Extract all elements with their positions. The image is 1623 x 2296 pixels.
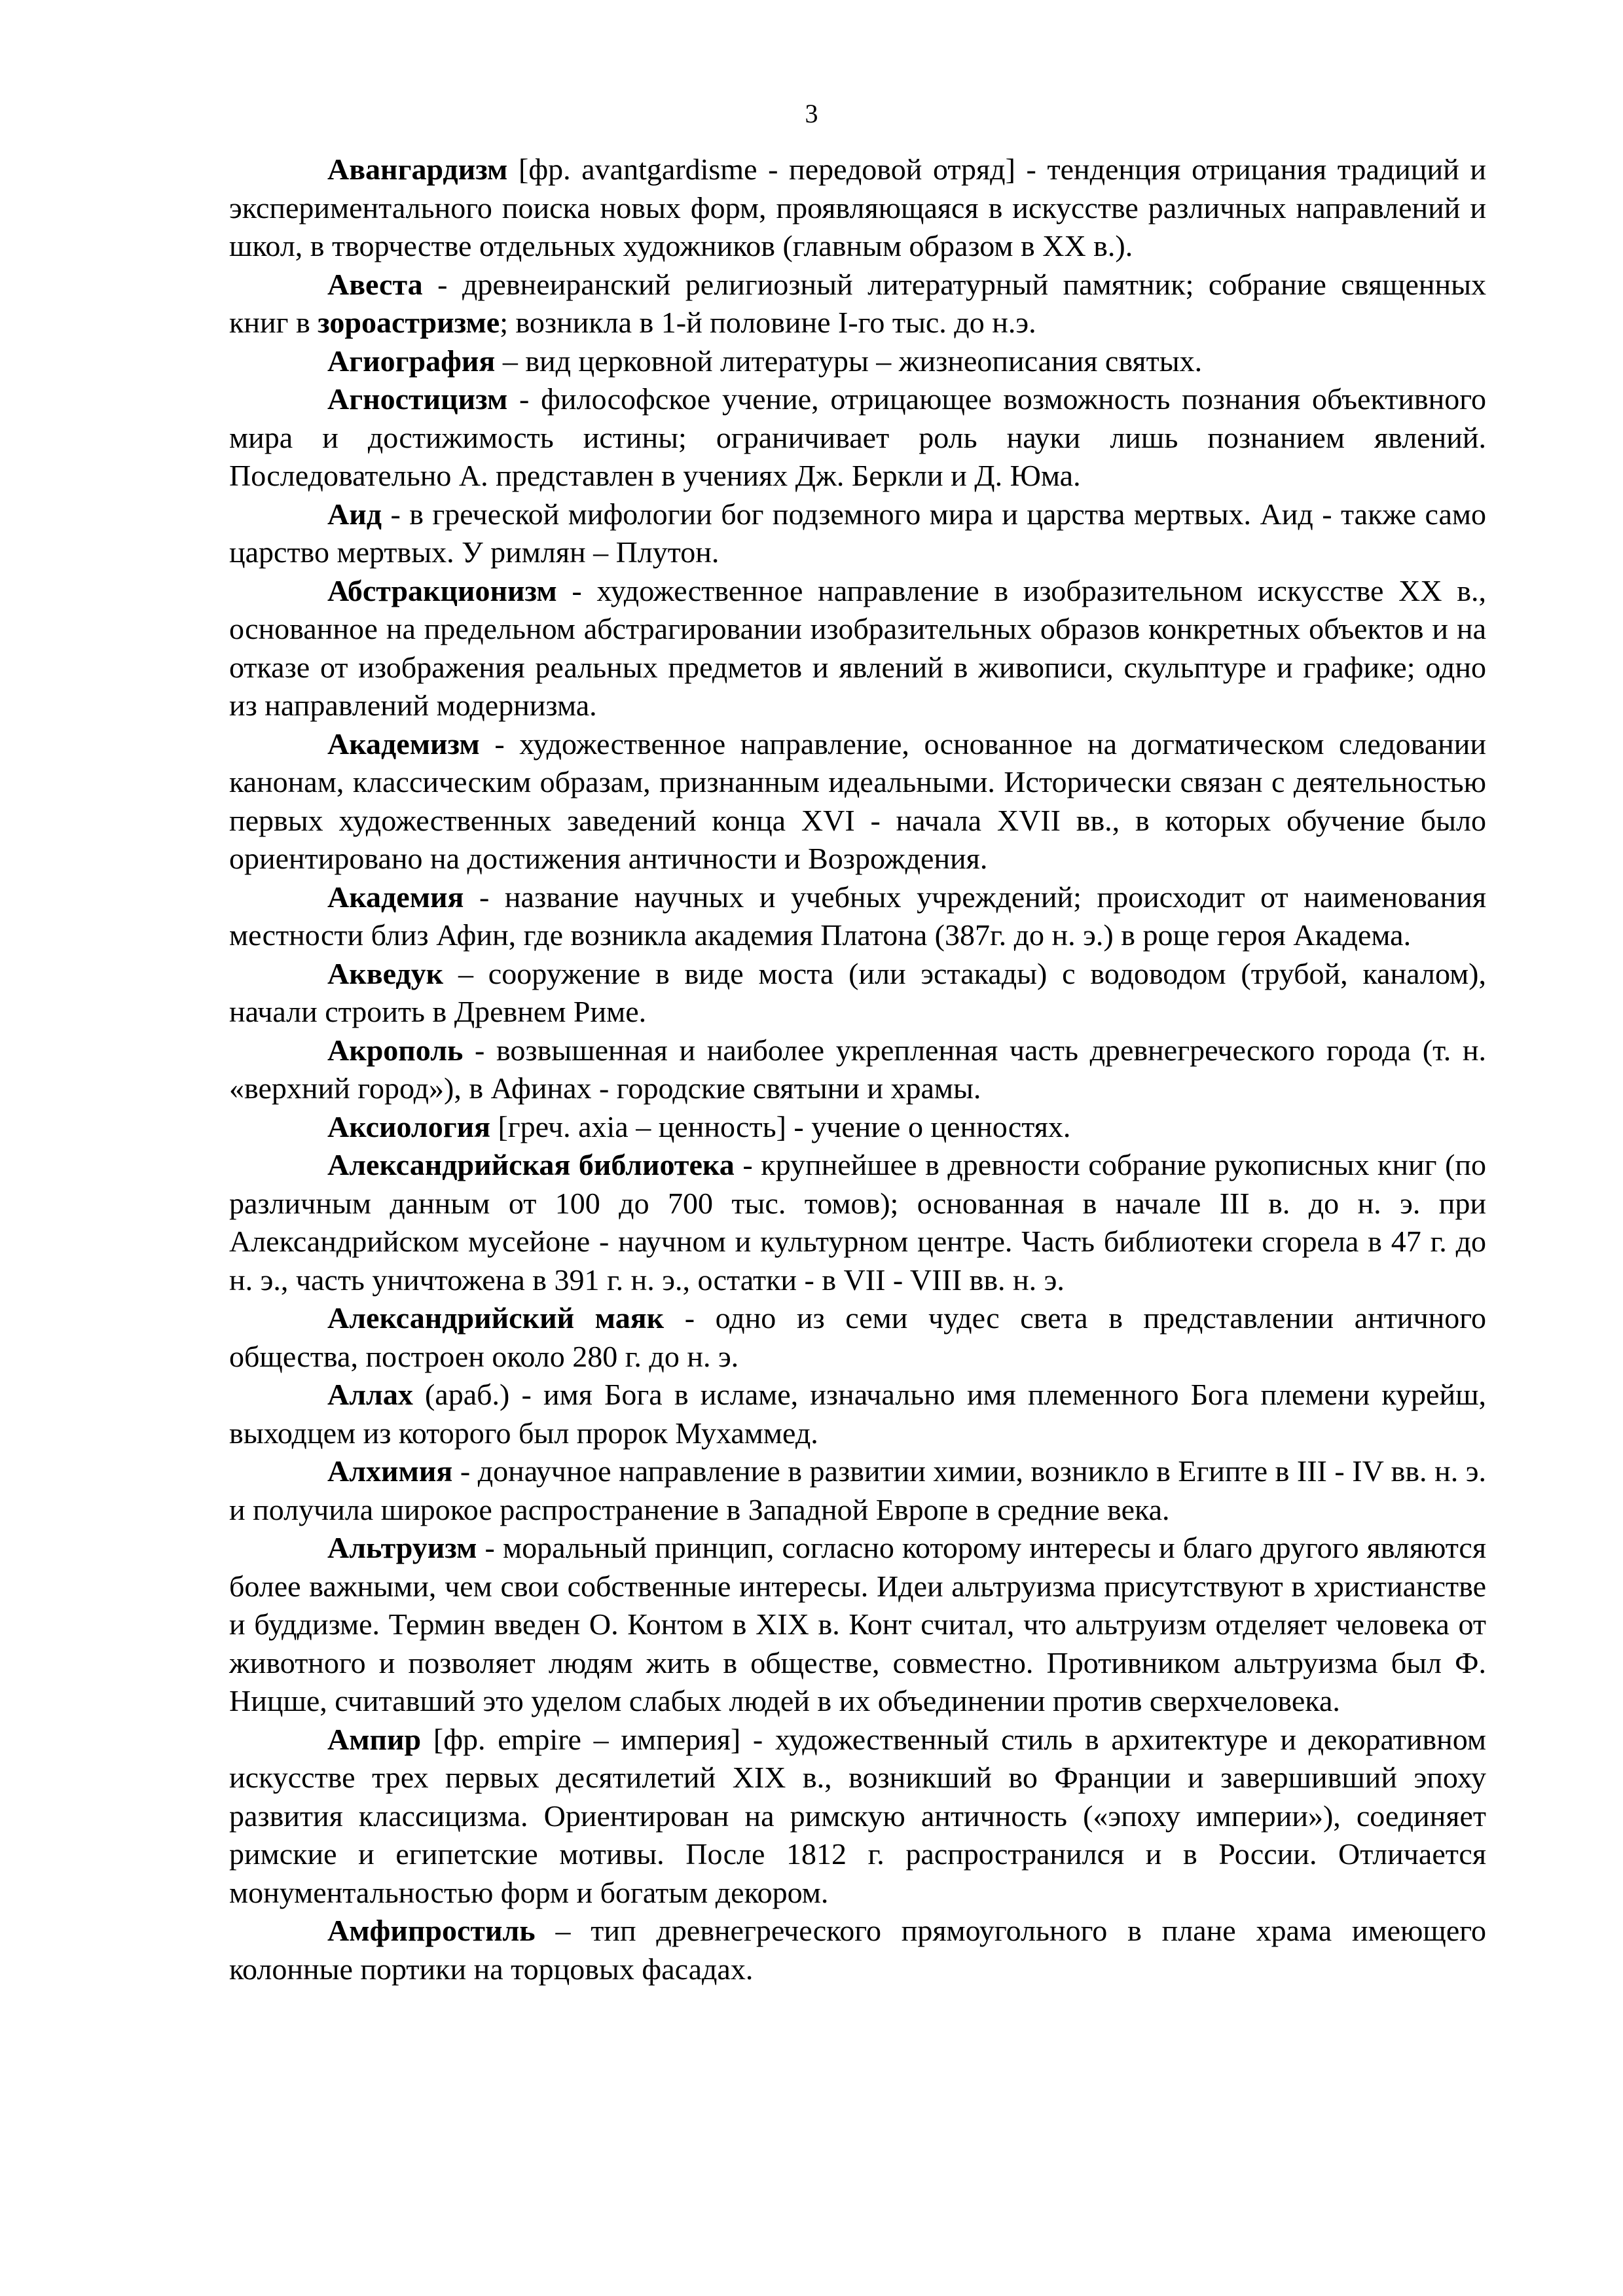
entry-cross-reference: зороастризме	[318, 306, 500, 339]
entry-term: Ампир	[327, 1722, 422, 1756]
glossary-entry	[229, 955, 1486, 1031]
entry-definition: [фр. avantgardisme - передовой отряд] - тенденция отрицания традиций и экспериментального поиска новых форм, проявляющаяся в искусстве различных направлений и школ, в творчестве отдельных художников (главным образом в XX в.).	[229, 152, 1486, 262]
glossary	[229, 151, 1486, 1988]
entry-term: Александрийский маяк	[327, 1301, 665, 1335]
entry-definition: - донаучное направление в развитии химии, возникло в Египте в III - IV вв. н. э. и получила широкое распространение в Западной Европе в средние века.	[229, 1454, 1486, 1526]
entry-definition: [греч. axia – ценность] - учение о ценностях.	[490, 1109, 1071, 1143]
glossary-entry	[229, 725, 1486, 878]
entry-definition: (араб.) - имя Бога в исламе, изначально имя племенного Бога племени курейш, выходцем из которого был пророк Мухаммед.	[229, 1378, 1486, 1450]
entry-term: Агностицизм	[327, 382, 508, 416]
entry-term: Альтруизм	[327, 1531, 477, 1564]
entry-definition: - название научных и учебных учреждений; происходит от наименования местности близ Афин, где возникла академия Платона (387г. до н. э.) в роще героя Академа.	[229, 880, 1486, 952]
entry-definition: – сооружение в виде моста (или эстакады) с водоводом (трубой, каналом), начали строить в Древнем Риме.	[229, 956, 1486, 1028]
entry-term: Александрийская библиотека	[327, 1148, 735, 1181]
entry-definition: - моральный принцип, согласно которому интересы и благо другого являются более важными, чем свои собственные интересы. Идеи альтруизма присутствуют в христианстве и буддизме. Термин введен О. Контом в XIX в. Конт считал, что альтруизм отделяет человека от животного и позволяет людям жить в обществе, совместно. Противником альтруизма был Ф. Ницше, считавший это уделом слабых людей в их объединении против сверхчеловека.	[229, 1531, 1486, 1717]
entry-term: Аид	[327, 497, 382, 531]
entry-definition: – вид церковной литературы – жизнеописания святых.	[495, 344, 1203, 378]
entry-definition: - одно из семи чудес света в представлении античного общества, построен около 280 г. до н. э.	[229, 1301, 1487, 1373]
entry-definition: - крупнейшее в древности собрание рукописных книг (по различным данным от 100 до 700 тыс. томов); основанная в начале III в. до н. э. при Александрийском мусейоне - научном и культурном центре. Часть библиотеки сгорела в 47 г. до н. э., часть уничтожена в 391 г. н. э., остатки - в VII - VIII вв. н. э.	[229, 1148, 1487, 1297]
entry-term: Аксиология	[327, 1109, 490, 1143]
glossary-entry	[229, 266, 1486, 342]
glossary-entry	[229, 1912, 1486, 1988]
glossary-entry	[229, 1108, 1486, 1147]
page-number: 3	[805, 99, 818, 128]
glossary-entry	[229, 342, 1486, 381]
entry-term: Академия	[327, 880, 464, 914]
glossary-entry	[229, 495, 1486, 572]
entry-term: Алхимия	[327, 1454, 453, 1488]
glossary-entry	[229, 1031, 1486, 1108]
glossary-entry	[229, 1146, 1486, 1299]
glossary-entry	[229, 1452, 1486, 1529]
entry-term: Академизм	[327, 726, 480, 761]
glossary-entry	[229, 151, 1486, 266]
glossary-entry	[229, 1529, 1486, 1721]
entry-definition: - в греческой мифологии бог подземного мира и царства мертвых. Аид - также само царство мертвых. У римлян – Плутон.	[229, 497, 1486, 569]
entry-term: Амфипростиль	[327, 1914, 536, 1947]
entry-term: Абстракционизм	[327, 573, 557, 607]
entry-term: Акрополь	[327, 1033, 464, 1067]
entry-definition: - возвышенная и наиболее укрепленная часть древнегреческого города (т. н. «верхний город»), в Афинах - городские святыни и храмы.	[229, 1033, 1486, 1105]
entry-term: Аллах	[327, 1378, 413, 1411]
entry-definition: - художественное направление, основанное на догматическом следовании канонам, классическим образам, признанным идеальными. Исторически связан с деятельностью первых художественных заведений конца XVI - начала XVII вв., в которых обучение было ориентировано на достижения античности и Возрождения.	[229, 726, 1486, 875]
entry-term: Акведук	[327, 956, 444, 990]
entry-term: Авангардизм	[327, 152, 508, 186]
glossary-entry	[229, 878, 1486, 955]
glossary-entry	[229, 1299, 1486, 1376]
glossary-entry	[229, 1376, 1486, 1452]
glossary-entry	[229, 572, 1486, 725]
glossary-entry	[229, 1721, 1486, 1912]
entry-definition: – тип древнегреческого прямоугольного в плане храма имеющего колонные портики на торцовых фасадах.	[229, 1914, 1486, 1986]
entry-definition: - философское учение, отрицающее возможность познания объективного мира и достижимость истины; ограничивает роль науки лишь познанием явлений. Последовательно А. представлен в учениях Дж. Беркли и Д. Юма.	[229, 382, 1486, 492]
entry-definition: - древнеиранский религиозный литературный памятник; собрание священных книг в	[229, 267, 1486, 339]
glossary-entry	[229, 380, 1486, 495]
entry-definition-tail: ; возникла в 1-й половине I-го тыс. до н.э.	[500, 306, 1036, 339]
entry-term: Агиография	[327, 344, 496, 378]
entry-definition: [фр. empire – империя] - художественный стиль в архитектуре и декоративном искусстве трех первых десятилетий XIX в., возникший во Франции и завершивший эпоху развития классицизма. Ориентирован на римскую античность («эпоху империи»), соединяет римские и египетские мотивы. После 1812 г. распространился и в России. Отличается монументальностью форм и богатым декором.	[229, 1722, 1486, 1909]
entry-definition: - художественное направление в изобразительном искусстве XX в., основанное на предельном абстрагировании изобразительных образов конкретных объектов и на отказе от изображения реальных предметов и явлений в живописи, скульптуре и графике; одно из направлений модернизма.	[229, 573, 1486, 722]
entry-term: Авеста	[327, 267, 423, 301]
